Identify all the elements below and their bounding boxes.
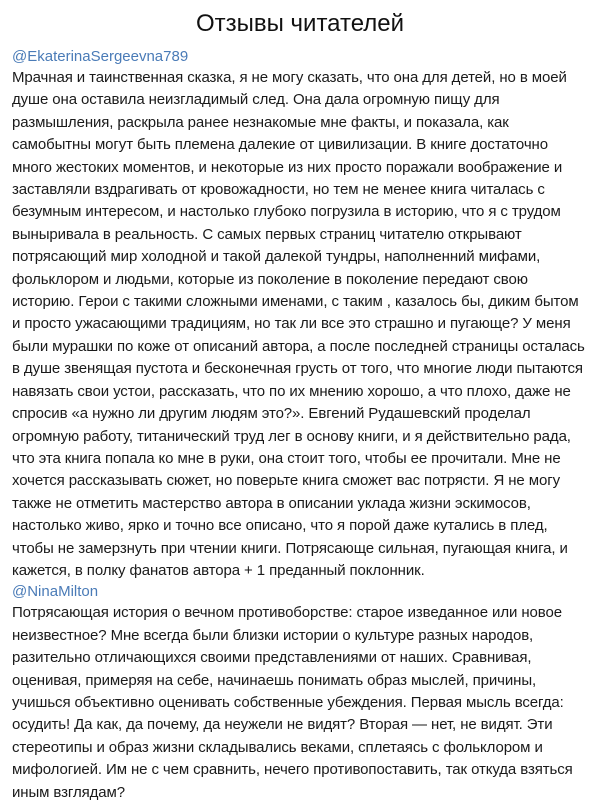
review-item <box>12 582 588 804</box>
page-title: Отзывы читателей <box>195 10 405 37</box>
review-text: Потрясающая история о вечном противоборстве: старое изведанное или новое неизвестное? Мне всегда были близки истории о культуре разных народов, разительно отличающихся своими представлениями от наших. Сравнивая, оценивая, примеряя на себе, начинаешь понимать образ мыслей, причины, учишься объективно оценивать собственные убеждения. Первая мысль всегда: осудить! Да как, да почему, да неужели не видят? Вторая — нет, не видят. Эти стереотипы и образ жизни складывались веками, сплетаясь с фольклором и мифологией. Им не с чем сравнить, нечего противопоставить, так откуда взяться иным взглядам? <box>12 604 573 801</box>
review-author-link[interactable]: @EkaterinaSergeevna789 <box>12 48 189 65</box>
review-text: Мрачная и таинственная сказка, я не могу сказать, что она для детей, но в моей душе она оставила неизгладимый след. Она дала огромную пищу для размышления, раскрыла ранее незнакомые мне факты, и показала, как самобытны могут быть племена далекие от цивилизации. В книге достаточно много жестоких моментов, и некоторые из них просто поражали воображение и заставляли вздрагивать от кровожадности, но тем не менее книга читалась с безумным интересом, и настолько глубоко погрузила в историю, что я с трудом выныривала в реальность. С самых первых страниц читателю открывают потрясающий мир холодной и такой далекой тундры, наполненний мифами, фольклором и людьми, которые из поколение в поколение передают свою историю. Герои с такими сложными именами, с таким , казалось бы, диким бытом и просто ужасающими традициям, но так ли все это страшно и пугающе? У меня были мурашки по коже от описаний автора, а после последней страницы осталась в душе звенящая пустота и бесконечная грусть от того, что многие люди пытаются навязать свои устои, рассказать, что по их мнению хорошо, а что плохо, даже не спросив «а нужно ли другим людям это?». Евгений Рудашевский проделал огромную работу, титанический труд лег в основу книги, и я действительно рада, что эта книга попала ко мне в руки, она стоит того, чтобы ее прочитали. Мне не хочется рассказывать сюжет, но поверьте книга сможет вас потрясти. Я не могу также не отметить мастерство автора в описании уклада жизни эскимосов, настолько живо, ярко и точно все описано, что я порой даже кутались в плед, чтобы не замерзнуть при чтении книги. Потрясающе сильная, пугающая книга, и кажется, в полку фанатов автора + 1 преданный поклонник. <box>12 69 585 579</box>
review-author-link[interactable]: @NinaMilton <box>12 583 99 601</box>
review-item <box>12 47 588 582</box>
